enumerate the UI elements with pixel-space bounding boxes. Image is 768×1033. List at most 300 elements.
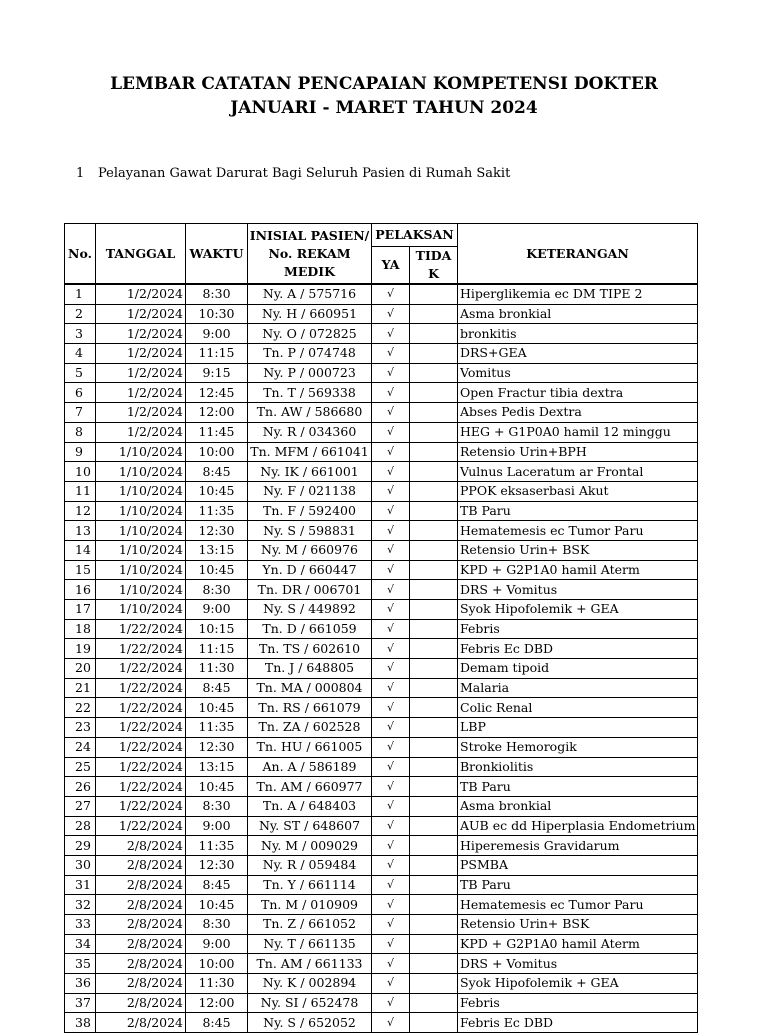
cell-ya: √ (372, 521, 410, 541)
cell-tidak (410, 284, 458, 304)
cell-ya: √ (372, 875, 410, 895)
cell-tidak (410, 875, 458, 895)
cell-keterangan: LBP (458, 718, 698, 738)
cell-no: 32 (65, 895, 96, 915)
cell-pasien: Ny. H / 660951 (248, 304, 372, 324)
cell-ya: √ (372, 895, 410, 915)
cell-no: 22 (65, 698, 96, 718)
cell-tanggal: 1/10/2024 (96, 501, 186, 521)
cell-keterangan: Hiperglikemia ec DM TIPE 2 (458, 284, 698, 304)
cell-tidak (410, 934, 458, 954)
cell-tidak (410, 580, 458, 600)
cell-keterangan: PPOK eksaserbasi Akut (458, 481, 698, 501)
table-row (65, 855, 698, 875)
cell-waktu: 12:30 (186, 521, 248, 541)
cell-tidak (410, 481, 458, 501)
cell-tidak (410, 619, 458, 639)
cell-pasien: Tn. A / 648403 (248, 796, 372, 816)
cell-tidak (410, 954, 458, 974)
table-row (65, 403, 698, 423)
cell-tanggal: 2/8/2024 (96, 1013, 186, 1033)
cell-pasien: Ny. T / 661135 (248, 934, 372, 954)
cell-keterangan: Retensio Urin+BPH (458, 442, 698, 462)
cell-keterangan: Febris Ec DBD (458, 1013, 698, 1033)
cell-tanggal: 2/8/2024 (96, 954, 186, 974)
cell-tidak (410, 796, 458, 816)
table-row (65, 954, 698, 974)
cell-ya: √ (372, 403, 410, 423)
cell-tanggal: 1/22/2024 (96, 737, 186, 757)
cell-ya: √ (372, 363, 410, 383)
cell-pasien: Ny. F / 021138 (248, 481, 372, 501)
cell-ya: √ (372, 954, 410, 974)
cell-ya: √ (372, 422, 410, 442)
cell-ya: √ (372, 639, 410, 659)
cell-waktu: 8:45 (186, 1013, 248, 1033)
table-row (65, 560, 698, 580)
competency-table (64, 223, 698, 1033)
cell-waktu: 10:00 (186, 442, 248, 462)
cell-keterangan: AUB ec dd Hiperplasia Endometrium (458, 816, 698, 836)
table-row (65, 718, 698, 738)
cell-no: 15 (65, 560, 96, 580)
cell-no: 35 (65, 954, 96, 974)
table-row (65, 659, 698, 679)
cell-tanggal: 1/22/2024 (96, 757, 186, 777)
header-tanggal: TANGGAL (96, 224, 186, 285)
cell-ya: √ (372, 560, 410, 580)
cell-tidak (410, 639, 458, 659)
cell-tanggal: 2/8/2024 (96, 836, 186, 856)
cell-waktu: 8:30 (186, 284, 248, 304)
cell-no: 14 (65, 540, 96, 560)
cell-waktu: 8:45 (186, 462, 248, 482)
cell-tanggal: 1/10/2024 (96, 442, 186, 462)
cell-keterangan: Febris (458, 993, 698, 1013)
cell-tidak (410, 816, 458, 836)
cell-waktu: 9:00 (186, 600, 248, 620)
cell-tidak (410, 895, 458, 915)
cell-pasien: Ny. M / 660976 (248, 540, 372, 560)
cell-waktu: 11:35 (186, 836, 248, 856)
cell-waktu: 11:30 (186, 659, 248, 679)
table-row (65, 639, 698, 659)
cell-tanggal: 1/22/2024 (96, 698, 186, 718)
cell-tanggal: 1/10/2024 (96, 462, 186, 482)
cell-pasien: Ny. IK / 661001 (248, 462, 372, 482)
cell-pasien: Tn. DR / 006701 (248, 580, 372, 600)
cell-tidak (410, 1013, 458, 1033)
cell-tanggal: 1/22/2024 (96, 777, 186, 797)
cell-pasien: Tn. AM / 660977 (248, 777, 372, 797)
cell-keterangan: TB Paru (458, 501, 698, 521)
cell-ya: √ (372, 993, 410, 1013)
table-row (65, 777, 698, 797)
cell-no: 6 (65, 383, 96, 403)
table-row (65, 422, 698, 442)
cell-tidak (410, 304, 458, 324)
cell-tanggal: 1/10/2024 (96, 560, 186, 580)
cell-keterangan: Syok Hipofolemik + GEA (458, 600, 698, 620)
cell-tanggal: 2/8/2024 (96, 974, 186, 994)
cell-ya: √ (372, 678, 410, 698)
cell-pasien: Tn. AW / 586680 (248, 403, 372, 423)
table-row (65, 324, 698, 344)
cell-waktu: 10:45 (186, 698, 248, 718)
cell-no: 7 (65, 403, 96, 423)
cell-no: 36 (65, 974, 96, 994)
header-tidak: TIDA K (410, 247, 458, 285)
cell-pasien: Tn. MFM / 661041 (248, 442, 372, 462)
table-row (65, 757, 698, 777)
cell-tanggal: 1/2/2024 (96, 324, 186, 344)
cell-ya: √ (372, 698, 410, 718)
cell-ya: √ (372, 481, 410, 501)
cell-keterangan: Hematemesis ec Tumor Paru (458, 521, 698, 541)
cell-no: 34 (65, 934, 96, 954)
cell-waktu: 8:30 (186, 796, 248, 816)
cell-tanggal: 1/22/2024 (96, 639, 186, 659)
cell-waktu: 8:30 (186, 915, 248, 935)
cell-no: 11 (65, 481, 96, 501)
cell-keterangan: Hiperemesis Gravidarum (458, 836, 698, 856)
cell-waktu: 11:30 (186, 974, 248, 994)
table-row (65, 895, 698, 915)
cell-pasien: Tn. P / 074748 (248, 344, 372, 364)
cell-waktu: 10:45 (186, 481, 248, 501)
cell-keterangan: KPD + G2P1A0 hamil Aterm (458, 934, 698, 954)
cell-no: 10 (65, 462, 96, 482)
cell-tidak (410, 383, 458, 403)
cell-no: 18 (65, 619, 96, 639)
cell-waktu: 13:15 (186, 757, 248, 777)
cell-waktu: 9:00 (186, 816, 248, 836)
cell-waktu: 12:30 (186, 855, 248, 875)
cell-keterangan: TB Paru (458, 777, 698, 797)
cell-no: 31 (65, 875, 96, 895)
cell-waktu: 8:30 (186, 580, 248, 600)
cell-no: 8 (65, 422, 96, 442)
cell-tidak (410, 324, 458, 344)
cell-tanggal: 1/2/2024 (96, 422, 186, 442)
cell-keterangan: Bronkiolitis (458, 757, 698, 777)
cell-waktu: 9:00 (186, 934, 248, 954)
cell-tanggal: 1/10/2024 (96, 580, 186, 600)
cell-waktu: 10:00 (186, 954, 248, 974)
cell-tidak (410, 678, 458, 698)
cell-pasien: Tn. MA / 000804 (248, 678, 372, 698)
cell-tidak (410, 344, 458, 364)
cell-pasien: Ny. S / 449892 (248, 600, 372, 620)
cell-tanggal: 1/2/2024 (96, 383, 186, 403)
cell-no: 23 (65, 718, 96, 738)
table-row (65, 442, 698, 462)
cell-tanggal: 1/2/2024 (96, 403, 186, 423)
document-title: LEMBAR CATATAN PENCAPAIAN KOMPETENSI DOKTER (110, 74, 658, 94)
cell-tidak (410, 737, 458, 757)
cell-waktu: 11:35 (186, 718, 248, 738)
table-row (65, 915, 698, 935)
table-row (65, 993, 698, 1013)
cell-pasien: Ny. O / 072825 (248, 324, 372, 344)
cell-no: 17 (65, 600, 96, 620)
cell-no: 4 (65, 344, 96, 364)
table-row (65, 600, 698, 620)
cell-pasien: Ny. SI / 652478 (248, 993, 372, 1013)
cell-no: 5 (65, 363, 96, 383)
cell-pasien: Tn. D / 661059 (248, 619, 372, 639)
cell-ya: √ (372, 462, 410, 482)
cell-tanggal: 1/10/2024 (96, 481, 186, 501)
cell-waktu: 13:15 (186, 540, 248, 560)
cell-tanggal: 1/2/2024 (96, 344, 186, 364)
header-inisial-pasien: INISIAL PASIEN/ No. REKAM MEDIK (248, 224, 372, 285)
table-row (65, 462, 698, 482)
cell-tanggal: 1/22/2024 (96, 718, 186, 738)
cell-waktu: 12:00 (186, 993, 248, 1013)
cell-no: 27 (65, 796, 96, 816)
cell-waktu: 12:45 (186, 383, 248, 403)
header-no: No. (65, 224, 96, 285)
cell-keterangan: HEG + G1P0A0 hamil 12 minggu (458, 422, 698, 442)
cell-no: 21 (65, 678, 96, 698)
cell-ya: √ (372, 934, 410, 954)
cell-keterangan: Vulnus Laceratum ar Frontal (458, 462, 698, 482)
cell-waktu: 10:45 (186, 895, 248, 915)
cell-keterangan: Asma bronkial (458, 304, 698, 324)
cell-keterangan: DRS + Vomitus (458, 954, 698, 974)
header-waktu: WAKTU (186, 224, 248, 285)
header-pelaksan: PELAKSAN (372, 224, 458, 247)
cell-keterangan: Retensio Urin+ BSK (458, 915, 698, 935)
cell-tidak (410, 600, 458, 620)
cell-tidak (410, 501, 458, 521)
table-row (65, 678, 698, 698)
table-row (65, 875, 698, 895)
cell-waktu: 10:45 (186, 777, 248, 797)
cell-ya: √ (372, 304, 410, 324)
cell-waktu: 12:30 (186, 737, 248, 757)
cell-pasien: Ny. K / 002894 (248, 974, 372, 994)
cell-no: 9 (65, 442, 96, 462)
cell-ya: √ (372, 442, 410, 462)
cell-no: 38 (65, 1013, 96, 1033)
cell-no: 29 (65, 836, 96, 856)
cell-no: 3 (65, 324, 96, 344)
cell-waktu: 11:15 (186, 639, 248, 659)
cell-keterangan: DRS + Vomitus (458, 580, 698, 600)
cell-pasien: Ny. S / 598831 (248, 521, 372, 541)
cell-tidak (410, 462, 458, 482)
cell-ya: √ (372, 659, 410, 679)
cell-tidak (410, 659, 458, 679)
cell-ya: √ (372, 344, 410, 364)
cell-tanggal: 1/2/2024 (96, 284, 186, 304)
cell-waktu: 11:15 (186, 344, 248, 364)
cell-ya: √ (372, 757, 410, 777)
cell-ya: √ (372, 619, 410, 639)
cell-keterangan: Demam tipoid (458, 659, 698, 679)
cell-ya: √ (372, 580, 410, 600)
cell-ya: √ (372, 718, 410, 738)
cell-tidak (410, 403, 458, 423)
cell-pasien: Ny. S / 652052 (248, 1013, 372, 1033)
cell-tidak (410, 540, 458, 560)
cell-waktu: 9:15 (186, 363, 248, 383)
cell-keterangan: PSMBA (458, 855, 698, 875)
document-subtitle: JANUARI - MARET TAHUN 2024 (230, 98, 538, 118)
cell-pasien: Ny. ST / 648607 (248, 816, 372, 836)
cell-keterangan: DRS+GEA (458, 344, 698, 364)
cell-no: 25 (65, 757, 96, 777)
cell-tanggal: 2/8/2024 (96, 993, 186, 1013)
cell-ya: √ (372, 383, 410, 403)
cell-pasien: Tn. ZA / 602528 (248, 718, 372, 738)
cell-keterangan: Hematemesis ec Tumor Paru (458, 895, 698, 915)
cell-no: 37 (65, 993, 96, 1013)
cell-ya: √ (372, 836, 410, 856)
cell-tanggal: 2/8/2024 (96, 895, 186, 915)
cell-keterangan: Febris (458, 619, 698, 639)
cell-no: 28 (65, 816, 96, 836)
table-row (65, 304, 698, 324)
cell-tidak (410, 560, 458, 580)
cell-keterangan: Open Fractur tibia dextra (458, 383, 698, 403)
table-row (65, 974, 698, 994)
cell-no: 1 (65, 284, 96, 304)
cell-keterangan: Syok Hipofolemik + GEA (458, 974, 698, 994)
header-ya: YA (372, 247, 410, 285)
cell-no: 16 (65, 580, 96, 600)
cell-pasien: Ny. R / 059484 (248, 855, 372, 875)
cell-tanggal: 1/2/2024 (96, 304, 186, 324)
cell-tanggal: 2/8/2024 (96, 875, 186, 895)
cell-tidak (410, 757, 458, 777)
cell-pasien: Tn. M / 010909 (248, 895, 372, 915)
cell-tanggal: 2/8/2024 (96, 915, 186, 935)
table-row (65, 698, 698, 718)
cell-no: 12 (65, 501, 96, 521)
cell-tanggal: 1/22/2024 (96, 678, 186, 698)
cell-tidak (410, 718, 458, 738)
cell-tidak (410, 836, 458, 856)
cell-pasien: An. A / 586189 (248, 757, 372, 777)
cell-keterangan: Retensio Urin+ BSK (458, 540, 698, 560)
cell-pasien: Tn. HU / 661005 (248, 737, 372, 757)
cell-ya: √ (372, 737, 410, 757)
cell-ya: √ (372, 855, 410, 875)
cell-ya: √ (372, 501, 410, 521)
cell-tanggal: 2/8/2024 (96, 855, 186, 875)
table-row (65, 816, 698, 836)
table-row (65, 501, 698, 521)
cell-tanggal: 1/10/2024 (96, 600, 186, 620)
cell-tanggal: 1/10/2024 (96, 540, 186, 560)
table-row (65, 580, 698, 600)
section-heading (76, 166, 510, 181)
cell-tidak (410, 698, 458, 718)
cell-no: 30 (65, 855, 96, 875)
cell-tidak (410, 363, 458, 383)
cell-ya: √ (372, 1013, 410, 1033)
cell-pasien: Tn. TS / 602610 (248, 639, 372, 659)
cell-waktu: 11:45 (186, 422, 248, 442)
cell-tanggal: 1/2/2024 (96, 363, 186, 383)
cell-pasien: Ny. A / 575716 (248, 284, 372, 304)
section-number: 1 (76, 166, 85, 181)
cell-pasien: Tn. Y / 661114 (248, 875, 372, 895)
cell-pasien: Ny. R / 034360 (248, 422, 372, 442)
cell-ya: √ (372, 796, 410, 816)
cell-pasien: Tn. F / 592400 (248, 501, 372, 521)
cell-no: 2 (65, 304, 96, 324)
cell-tanggal: 1/22/2024 (96, 619, 186, 639)
header-keterangan: KETERANGAN (458, 224, 698, 285)
cell-keterangan: TB Paru (458, 875, 698, 895)
cell-ya: √ (372, 915, 410, 935)
table-row (65, 540, 698, 560)
cell-keterangan: Stroke Hemorogik (458, 737, 698, 757)
cell-waktu: 8:45 (186, 678, 248, 698)
cell-tidak (410, 915, 458, 935)
cell-ya: √ (372, 777, 410, 797)
cell-waktu: 10:15 (186, 619, 248, 639)
table-row (65, 619, 698, 639)
cell-no: 33 (65, 915, 96, 935)
cell-tanggal: 1/10/2024 (96, 521, 186, 541)
cell-keterangan: Asma bronkial (458, 796, 698, 816)
cell-pasien: Tn. T / 569338 (248, 383, 372, 403)
cell-keterangan: bronkitis (458, 324, 698, 344)
cell-keterangan: KPD + G2P1A0 hamil Aterm (458, 560, 698, 580)
cell-waktu: 10:45 (186, 560, 248, 580)
cell-pasien: Ny. M / 009029 (248, 836, 372, 856)
cell-ya: √ (372, 600, 410, 620)
cell-pasien: Tn. J / 648805 (248, 659, 372, 679)
cell-tanggal: 1/22/2024 (96, 796, 186, 816)
table-body (65, 284, 698, 1033)
cell-tidak (410, 777, 458, 797)
cell-waktu: 11:35 (186, 501, 248, 521)
cell-pasien: Tn. RS / 661079 (248, 698, 372, 718)
cell-keterangan: Vomitus (458, 363, 698, 383)
cell-tidak (410, 993, 458, 1013)
cell-ya: √ (372, 324, 410, 344)
cell-tanggal: 1/22/2024 (96, 816, 186, 836)
cell-keterangan: Febris Ec DBD (458, 639, 698, 659)
cell-ya: √ (372, 284, 410, 304)
cell-waktu: 10:30 (186, 304, 248, 324)
cell-keterangan: Abses Pedis Dextra (458, 403, 698, 423)
cell-tanggal: 1/22/2024 (96, 659, 186, 679)
cell-pasien: Tn. Z / 661052 (248, 915, 372, 935)
cell-pasien: Ny. P / 000723 (248, 363, 372, 383)
cell-waktu: 12:00 (186, 403, 248, 423)
cell-no: 24 (65, 737, 96, 757)
table-row (65, 344, 698, 364)
table-row (65, 836, 698, 856)
cell-tidak (410, 974, 458, 994)
table-row (65, 363, 698, 383)
cell-tidak (410, 442, 458, 462)
cell-waktu: 9:00 (186, 324, 248, 344)
table-row (65, 737, 698, 757)
section-text: Pelayanan Gawat Darurat Bagi Seluruh Pasien di Rumah Sakit (98, 166, 511, 181)
cell-ya: √ (372, 816, 410, 836)
cell-ya: √ (372, 540, 410, 560)
table-row (65, 284, 698, 304)
cell-no: 13 (65, 521, 96, 541)
